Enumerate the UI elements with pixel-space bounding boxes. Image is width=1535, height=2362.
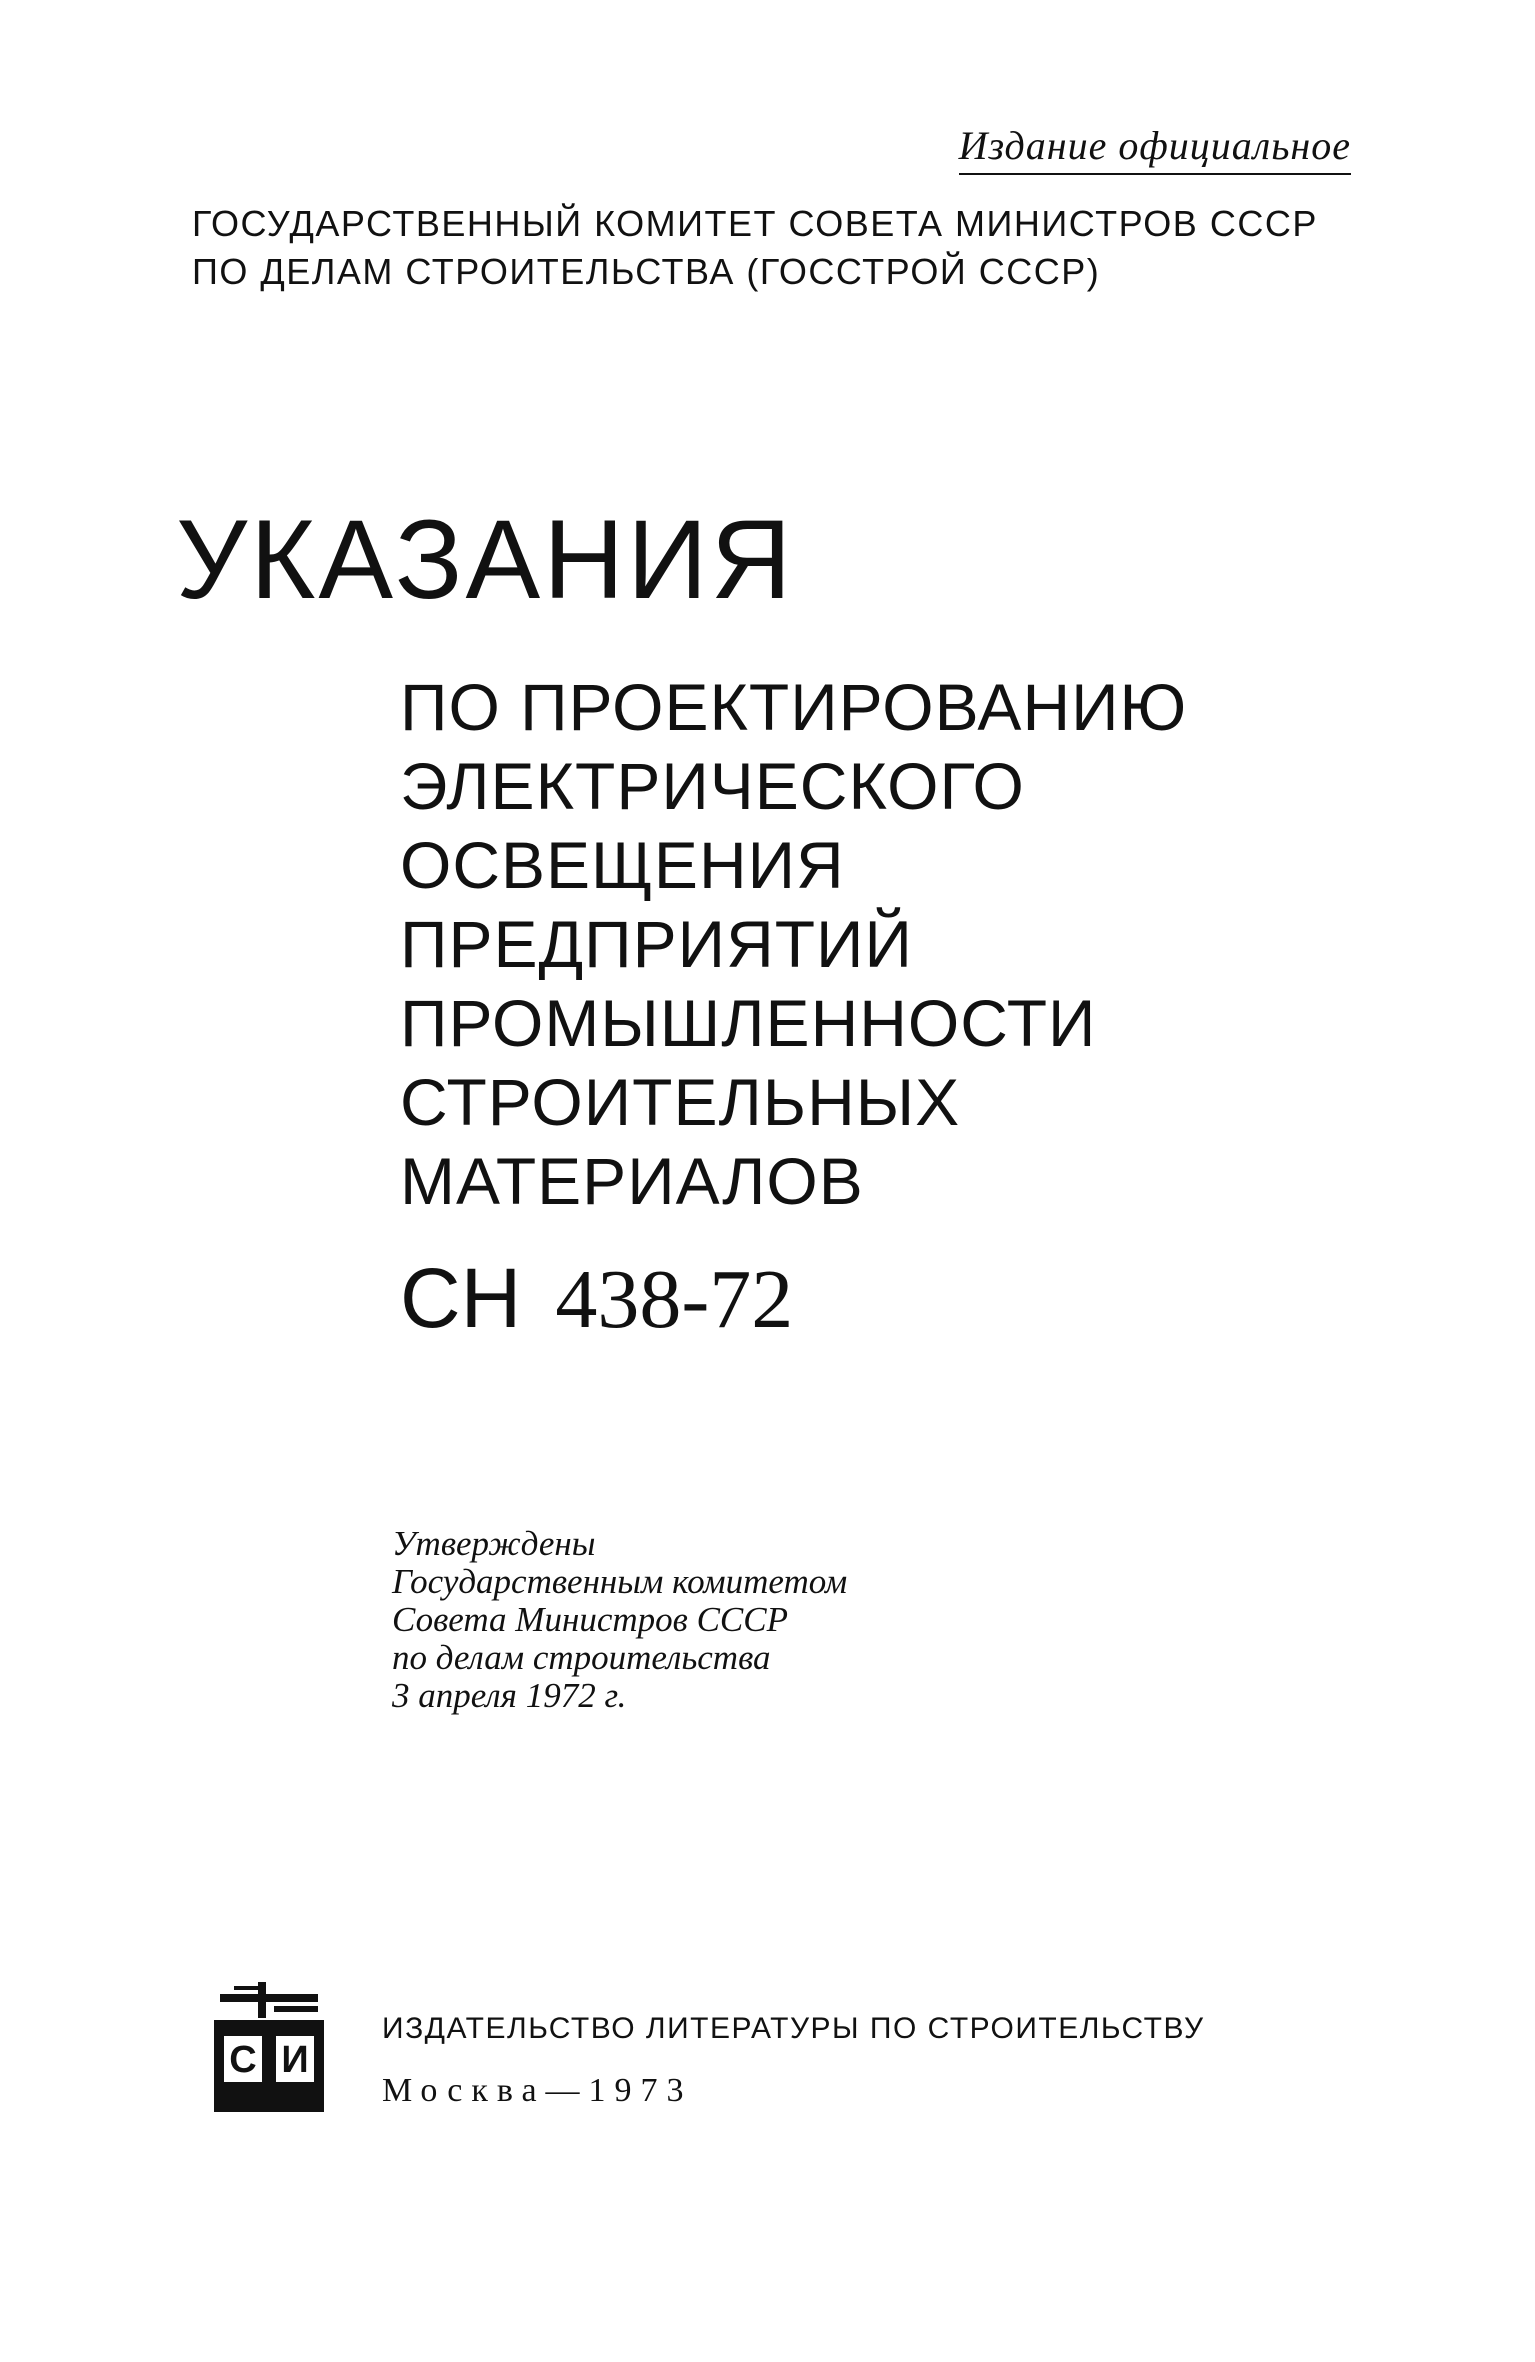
approval-note: [392, 1525, 847, 1715]
subtitle-line: ЭЛЕКТРИЧЕСКОГО: [400, 749, 1025, 823]
stroyizdat-logo-icon: [214, 1980, 324, 2112]
subtitle-line: ПРОМЫШЛЕННОСТИ: [400, 986, 1097, 1060]
document-code: [400, 1248, 793, 1350]
committee-header: [192, 200, 1318, 296]
committee-line-2: ПО ДЕЛАМ СТРОИТЕЛЬСТВА (ГОССТРОЙ СССР): [192, 251, 1101, 292]
subtitle-line: ПРЕДПРИЯТИЙ: [400, 907, 913, 981]
publisher-name: ИЗДАТЕЛЬСТВО ЛИТЕРАТУРЫ ПО СТРОИТЕЛЬСТВУ: [382, 2012, 1205, 2045]
approval-line: Государственным комитетом: [392, 1562, 848, 1601]
logo-letter-s: С: [229, 2039, 257, 2081]
subtitle-line: ПО ПРОЕКТИРОВАНИЮ: [400, 670, 1188, 744]
committee-line-1: ГОСУДАРСТВЕННЫЙ КОМИТЕТ СОВЕТА МИНИСТРОВ СССР: [192, 203, 1318, 244]
document-subtitle: [400, 668, 1187, 1221]
document-title: УКАЗАНИЯ: [176, 497, 795, 622]
subtitle-line: СТРОИТЕЛЬНЫХ: [400, 1065, 961, 1139]
approval-line: по делам строительства: [392, 1638, 771, 1677]
code-number: 438-72: [555, 1253, 794, 1346]
city-year: Москва—1973: [382, 2072, 693, 2109]
approval-line: Утверждены: [392, 1524, 596, 1563]
logo-letter-i: И: [281, 2039, 309, 2081]
subtitle-line: МАТЕРИАЛОВ: [400, 1144, 864, 1218]
approval-line: Совета Министров СССР: [392, 1600, 788, 1639]
official-edition-label: Издание официальное: [959, 122, 1351, 175]
approval-line: 3 апреля 1972 г.: [392, 1676, 627, 1715]
subtitle-line: ОСВЕЩЕНИЯ: [400, 828, 845, 902]
code-prefix: СН: [400, 1251, 522, 1345]
